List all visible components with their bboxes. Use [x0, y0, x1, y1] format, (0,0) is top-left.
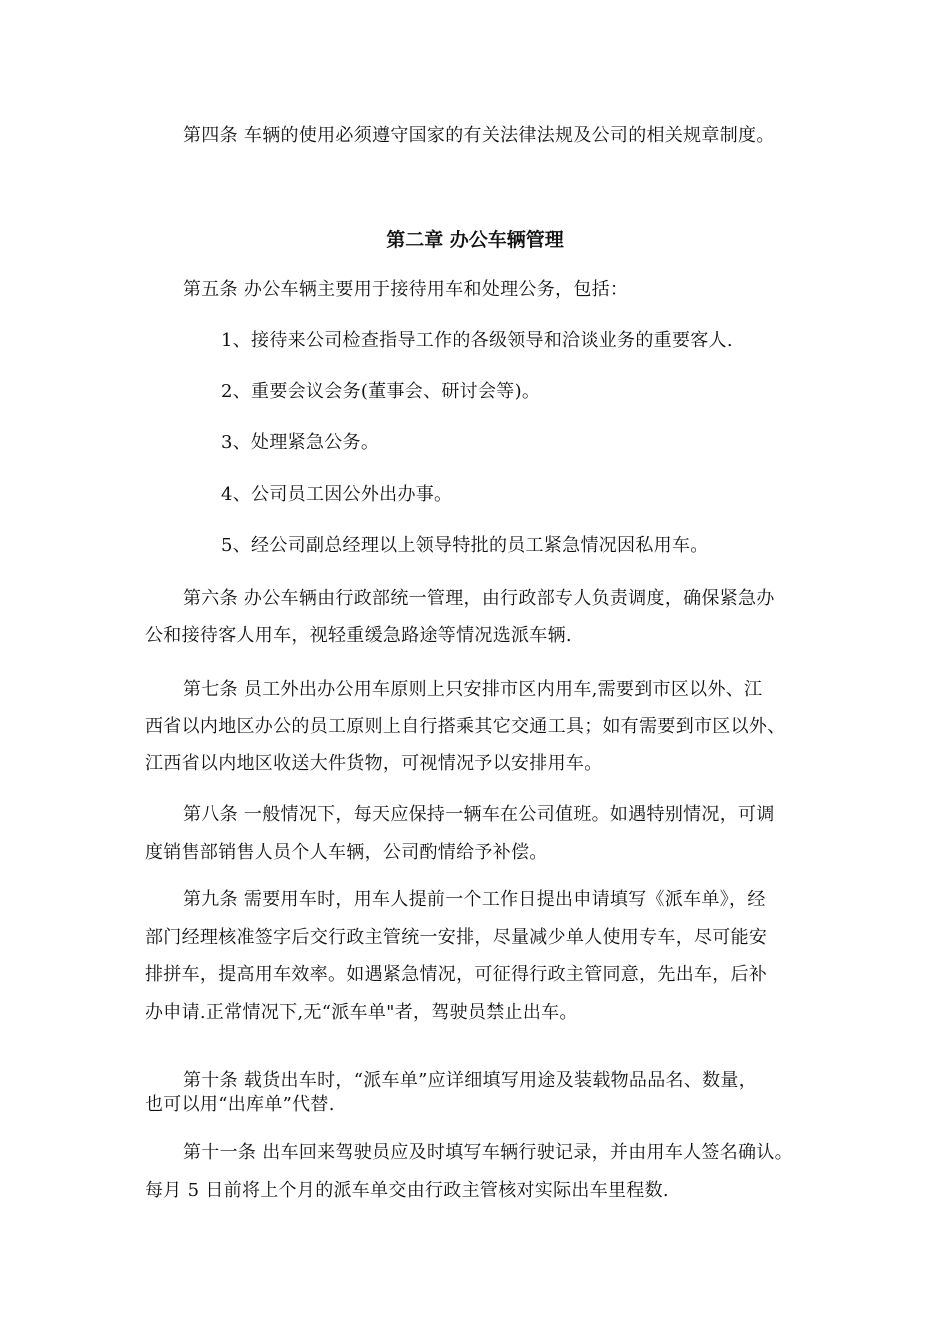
- chapter-2-title: 第二章 办公车辆管理: [386, 229, 564, 251]
- article-5-item-2: 2、重要会议会务(董事会、研讨会等)。: [221, 381, 541, 402]
- article-7-line-1: 第七条 员工外出办公用车原则上只安排市区内用车,需要到市区以外、江: [183, 679, 763, 700]
- article-8-line-1: 第八条 一般情况下，每天应保持一辆车在公司值班。如遇特别情况，可调: [183, 804, 775, 825]
- article-5-intro: 第五条 办公车辆主要用于接待用车和处理公务，包括：: [183, 279, 629, 300]
- article-11-line-2: 每月 5 日前将上个月的派车单交由行政主管核对实际出车里程数.: [145, 1180, 669, 1201]
- article-10-line-2: 也可以用“出库单”代替.: [145, 1094, 335, 1115]
- article-10-line-1: 第十条 载货出车时，“派车单”应详细填写用途及装载物品品名、数量，: [183, 1070, 758, 1091]
- article-5-item-4: 4、公司员工因公外出办事。: [221, 484, 453, 505]
- article-9-line-1: 第九条 需要用车时，用车人提前一个工作日提出申请填写《派车单》，经: [183, 889, 766, 910]
- article-9-line-4: 办申请.正常情况下,无“派车单"者，驾驶员禁止出车。: [145, 1002, 578, 1023]
- article-5-item-5: 5、经公司副总经理以上领导特批的员工紧急情况因私用车。: [221, 535, 709, 556]
- article-9-line-3: 排拼车，提高用车效率。如遇紧急情况，可征得行政主管同意，先出车，后补: [145, 964, 768, 985]
- article-7-line-2: 西省以内地区办公的员工原则上自行搭乘其它交通工具；如有需要到市区以外、: [145, 716, 786, 737]
- article-6-line-2: 公和接待客人用车，视轻重缓急路途等情况选派车辆.: [145, 625, 572, 646]
- article-4: 第四条 车辆的使用必须遵守国家的有关法律法规及公司的相关规章制度。: [183, 125, 775, 146]
- article-7-line-3: 江西省以内地区收送大件货物，可视情况予以安排用车。: [145, 753, 603, 774]
- article-11-line-1: 第十一条 出车回来驾驶员应及时填写车辆行驶记录，并由用车人签名确认。: [183, 1142, 793, 1163]
- article-6-line-1: 第六条 办公车辆由行政部统一管理，由行政部专人负责调度，确保紧急办: [183, 588, 775, 609]
- article-5-item-3: 3、处理紧急公务。: [221, 432, 380, 453]
- article-9-line-2: 部门经理核准签字后交行政主管统一安排，尽量减少单人使用专车，尽可能安: [145, 927, 768, 948]
- article-5-item-1: 1、接待来公司检查指导工作的各级领导和洽谈业务的重要客人.: [221, 330, 733, 351]
- article-8-line-2: 度销售部销售人员个人车辆，公司酌情给予补偿。: [145, 842, 548, 863]
